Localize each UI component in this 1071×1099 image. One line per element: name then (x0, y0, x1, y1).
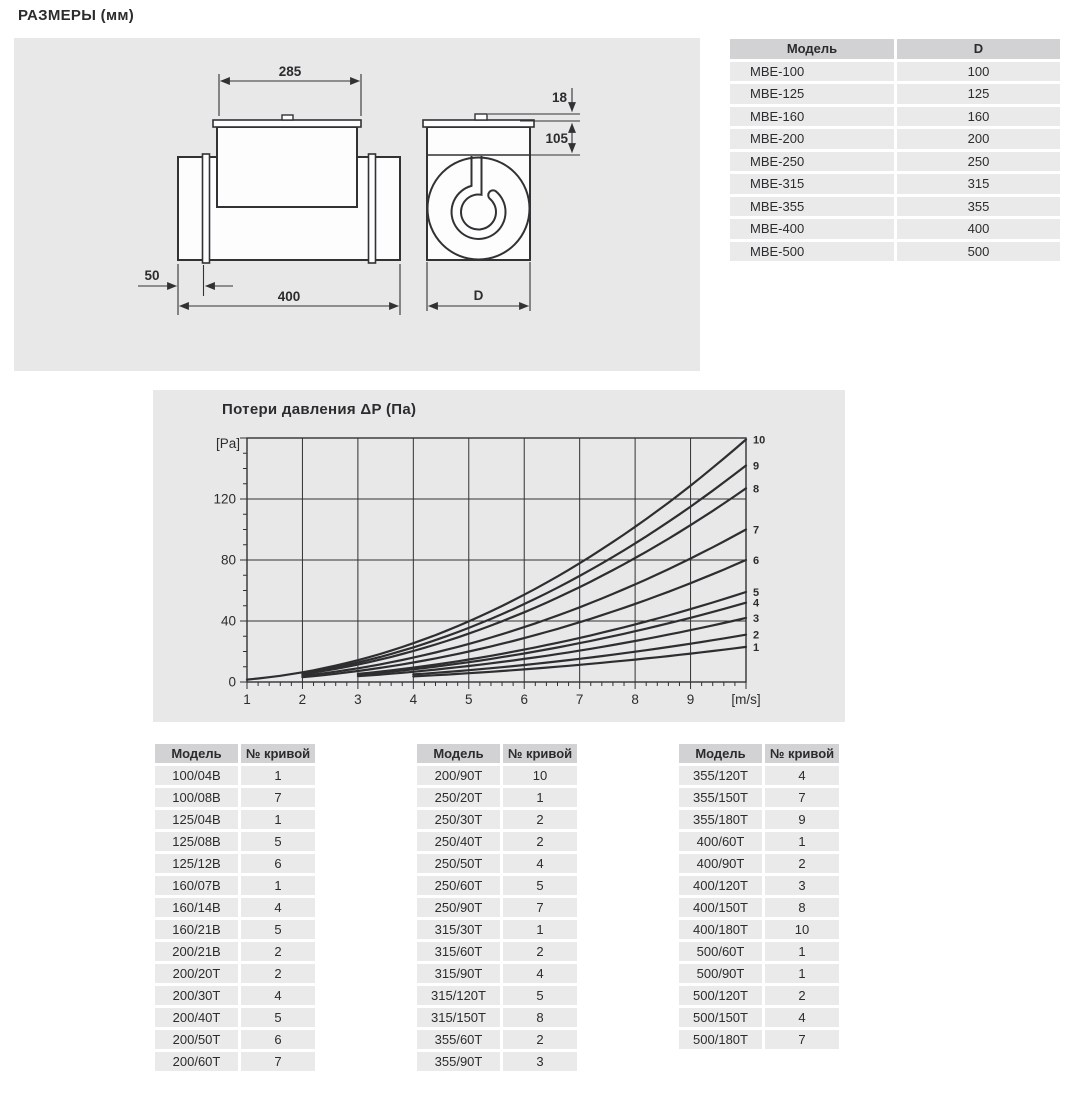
curve-number-label: 7 (753, 524, 760, 537)
table-row (730, 107, 1060, 127)
column-header: D (897, 39, 1060, 59)
table-row (417, 854, 577, 873)
value-cell: 1 (765, 964, 839, 983)
model-cell: 100/04В (155, 766, 238, 785)
dim-label-box-height: 105 (545, 131, 568, 146)
model-cell: 125/08В (155, 832, 238, 851)
value-cell: 100 (897, 62, 1060, 82)
curve-number-label: 4 (753, 597, 760, 610)
table-row (417, 964, 577, 983)
model-cell: МВЕ-315 (730, 174, 894, 194)
chart-canvas (153, 390, 845, 722)
model-cell: 355/150Т (679, 788, 762, 807)
table-row (730, 84, 1060, 104)
table-row (417, 832, 577, 851)
table-row (679, 832, 839, 851)
curve-number-label: 1 (753, 641, 760, 654)
value-cell: 3 (765, 876, 839, 895)
chart-title: Потери давления ΔP (Па) (222, 401, 417, 418)
model-cell: 500/60Т (679, 942, 762, 961)
x-axis-unit: [m/s] (731, 692, 761, 707)
table-row (679, 898, 839, 917)
duct-opening-circle (428, 158, 530, 260)
table-row (417, 876, 577, 895)
table-row (730, 219, 1060, 239)
column-header: № кривой (241, 744, 315, 763)
table-row (679, 920, 839, 939)
model-cell: 200/50Т (155, 1030, 238, 1049)
model-cell: 125/04В (155, 810, 238, 829)
table-row (417, 920, 577, 939)
x-tick-label: 3 (354, 692, 362, 707)
model-cell: МВЕ-355 (730, 197, 894, 217)
page-title: РАЗМЕРЫ (мм) (18, 7, 135, 24)
table-row (155, 854, 315, 873)
table-row (730, 62, 1060, 82)
lid-knob (282, 115, 293, 120)
value-cell: 2 (503, 810, 577, 829)
dim-label-inlet-offset: 50 (144, 268, 160, 283)
column-header: Модель (155, 744, 238, 763)
table-row (679, 788, 839, 807)
model-diameter-table (727, 36, 1063, 264)
value-cell: 7 (241, 1052, 315, 1071)
value-cell: 2 (503, 832, 577, 851)
lid-knob-front (475, 114, 487, 120)
model-cell: 400/60Т (679, 832, 762, 851)
model-cell: 500/180Т (679, 1030, 762, 1049)
model-cell: 200/20Т (155, 964, 238, 983)
table-row (155, 876, 315, 895)
dimensions-drawing-panel (14, 38, 700, 371)
table-row (155, 920, 315, 939)
casing-lid (213, 120, 361, 127)
value-cell: 200 (897, 129, 1060, 149)
value-cell: 125 (897, 84, 1060, 104)
table-row (679, 1030, 839, 1049)
model-cell: МВЕ-100 (730, 62, 894, 82)
model-cell: 400/150Т (679, 898, 762, 917)
value-cell: 2 (765, 986, 839, 1005)
curve-table-left (152, 741, 318, 1074)
model-cell: 200/30Т (155, 986, 238, 1005)
value-cell: 4 (503, 964, 577, 983)
value-cell: 160 (897, 107, 1060, 127)
table-row (155, 1008, 315, 1027)
flange-ring-left (203, 154, 210, 263)
table-row (679, 810, 839, 829)
table-row (417, 986, 577, 1005)
data-table (727, 36, 1063, 264)
y-tick-label: 40 (220, 613, 236, 629)
model-cell: 250/60Т (417, 876, 500, 895)
value-cell: 7 (765, 788, 839, 807)
value-cell: 2 (503, 1030, 577, 1049)
pressure-loss-chart-panel (153, 390, 845, 722)
header-row (730, 39, 1060, 59)
table-row (155, 832, 315, 851)
model-cell: 355/180Т (679, 810, 762, 829)
pressure-loss-chart (153, 390, 845, 727)
model-cell: МВЕ-200 (730, 129, 894, 149)
side-view (178, 115, 400, 263)
value-cell: 5 (241, 832, 315, 851)
model-cell: МВЕ-125 (730, 84, 894, 104)
model-cell: 500/120Т (679, 986, 762, 1005)
value-cell: 4 (765, 766, 839, 785)
value-cell: 7 (765, 1030, 839, 1049)
y-tick-label: 0 (228, 674, 236, 690)
x-tick-label: 7 (575, 692, 584, 707)
value-cell: 9 (765, 810, 839, 829)
curve-number-label: 3 (753, 612, 760, 625)
value-cell: 2 (765, 854, 839, 873)
value-cell: 1 (241, 766, 315, 785)
front-view (423, 114, 534, 260)
y-axis-unit: [Pa] (215, 436, 240, 451)
table-row (155, 898, 315, 917)
value-cell: 3 (503, 1052, 577, 1071)
model-cell: 355/120Т (679, 766, 762, 785)
model-cell: 315/60Т (417, 942, 500, 961)
value-cell: 315 (897, 174, 1060, 194)
value-cell: 8 (503, 1008, 577, 1027)
table-row (155, 788, 315, 807)
table-row (417, 1030, 577, 1049)
y-tick-label: 80 (220, 552, 236, 568)
value-cell: 4 (241, 898, 315, 917)
value-cell: 7 (503, 898, 577, 917)
data-table (152, 741, 318, 1074)
model-cell: 315/30Т (417, 920, 500, 939)
model-cell: МВЕ-160 (730, 107, 894, 127)
value-cell: 10 (765, 920, 839, 939)
table-row (417, 766, 577, 785)
value-cell: 4 (503, 854, 577, 873)
table-row (730, 197, 1060, 217)
dimension-285 (219, 74, 361, 116)
header-row (417, 744, 577, 763)
value-cell: 1 (503, 788, 577, 807)
dim-label-diameter: D (473, 288, 484, 303)
curve-number-label: 8 (753, 483, 760, 496)
model-cell: МВЕ-400 (730, 219, 894, 239)
value-cell: 7 (241, 788, 315, 807)
table-row (155, 766, 315, 785)
curve-4 (358, 603, 746, 675)
table-row (155, 964, 315, 983)
table-row (155, 986, 315, 1005)
value-cell: 355 (897, 197, 1060, 217)
curve-number-label: 10 (753, 434, 766, 447)
dimension-D (427, 262, 530, 311)
model-cell: 200/40Т (155, 1008, 238, 1027)
model-cell: 355/90Т (417, 1052, 500, 1071)
model-cell: 400/120Т (679, 876, 762, 895)
model-cell: 250/20Т (417, 788, 500, 807)
y-tick-label: 120 (213, 491, 236, 507)
value-cell: 400 (897, 219, 1060, 239)
value-cell: 1 (241, 810, 315, 829)
x-tick-label: 9 (686, 692, 695, 707)
model-cell: 500/150Т (679, 1008, 762, 1027)
table-row (730, 152, 1060, 172)
table-row (679, 876, 839, 895)
curve-number-label: 6 (753, 555, 760, 567)
value-cell: 5 (503, 876, 577, 895)
model-cell: 200/60Т (155, 1052, 238, 1071)
value-cell: 5 (241, 920, 315, 939)
x-tick-label: 6 (520, 692, 528, 707)
value-cell: 1 (241, 876, 315, 895)
dimensions-drawing (14, 38, 700, 371)
table-row (417, 1052, 577, 1071)
table-row (417, 788, 577, 807)
value-cell: 5 (241, 1008, 315, 1027)
table-row (417, 898, 577, 917)
dim-label-length: 400 (277, 289, 301, 304)
header-row (155, 744, 315, 763)
dim-label-lid-height: 18 (551, 90, 567, 105)
curve-number-label: 5 (753, 587, 760, 600)
column-header: Модель (417, 744, 500, 763)
model-cell: 315/120Т (417, 986, 500, 1005)
curve-number-label: 2 (753, 629, 760, 642)
value-cell: 250 (897, 152, 1060, 172)
model-cell: МВЕ-500 (730, 242, 894, 262)
table-row (730, 129, 1060, 149)
model-cell: 160/21В (155, 920, 238, 939)
table-row (679, 766, 839, 785)
value-cell: 500 (897, 242, 1060, 262)
table-row (679, 986, 839, 1005)
table-row (155, 942, 315, 961)
value-cell: 6 (241, 854, 315, 873)
value-cell: 10 (503, 766, 577, 785)
header-row (679, 744, 839, 763)
table-row (417, 1008, 577, 1027)
model-cell: 315/150Т (417, 1008, 500, 1027)
value-cell: 5 (503, 986, 577, 1005)
table-row (417, 810, 577, 829)
value-cell: 1 (503, 920, 577, 939)
dim-label-top-width: 285 (278, 64, 302, 79)
x-tick-label: 5 (465, 692, 473, 707)
heater-casing (217, 127, 357, 207)
model-cell: 160/14В (155, 898, 238, 917)
column-header: Модель (730, 39, 894, 59)
x-tick-label: 2 (298, 692, 307, 707)
model-cell: 100/08В (155, 788, 238, 807)
value-cell: 4 (765, 1008, 839, 1027)
table-row (155, 1030, 315, 1049)
column-header: Модель (679, 744, 762, 763)
model-cell: 500/90Т (679, 964, 762, 983)
value-cell: 6 (241, 1030, 315, 1049)
model-cell: 315/90Т (417, 964, 500, 983)
model-cell: 250/30Т (417, 810, 500, 829)
model-cell: 160/07В (155, 876, 238, 895)
column-header: № кривой (503, 744, 577, 763)
table-row (730, 242, 1060, 262)
x-tick-label: 8 (631, 692, 639, 707)
value-cell: 1 (765, 942, 839, 961)
data-table (676, 741, 842, 1052)
data-table (414, 741, 580, 1074)
value-cell: 2 (241, 942, 315, 961)
casing-lid-front (423, 120, 534, 127)
table-row (730, 174, 1060, 194)
x-tick-label: 1 (243, 692, 251, 707)
value-cell: 2 (241, 964, 315, 983)
model-cell: 200/90Т (417, 766, 500, 785)
table-row (679, 942, 839, 961)
curve-table-middle (414, 741, 580, 1074)
table-row (679, 964, 839, 983)
model-cell: 250/40Т (417, 832, 500, 851)
table-row (155, 1052, 315, 1071)
x-tick-label: 4 (409, 692, 418, 707)
value-cell: 1 (765, 832, 839, 851)
curve-number-label: 9 (753, 460, 760, 473)
table-row (417, 942, 577, 961)
table-row (155, 810, 315, 829)
flange-ring-right (369, 154, 376, 263)
curve-table-right (676, 741, 842, 1052)
model-cell: 400/180Т (679, 920, 762, 939)
model-cell: 125/12В (155, 854, 238, 873)
model-cell: 200/21В (155, 942, 238, 961)
model-cell: 250/90Т (417, 898, 500, 917)
model-cell: 400/90Т (679, 854, 762, 873)
table-row (679, 1008, 839, 1027)
value-cell: 2 (503, 942, 577, 961)
value-cell: 8 (765, 898, 839, 917)
model-cell: МВЕ-250 (730, 152, 894, 172)
table-row (679, 854, 839, 873)
model-cell: 355/60Т (417, 1030, 500, 1049)
model-cell: 250/50Т (417, 854, 500, 873)
column-header: № кривой (765, 744, 839, 763)
value-cell: 4 (241, 986, 315, 1005)
